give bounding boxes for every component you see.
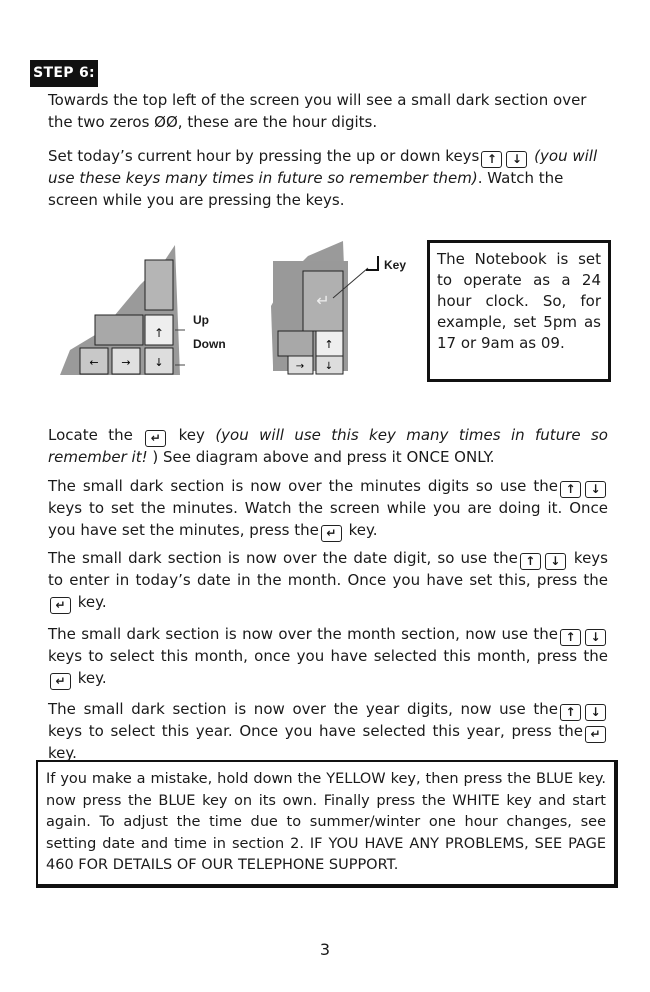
svg-text:→: → [121,356,131,369]
down-label: Down [193,337,226,351]
paragraph-text: key [168,426,216,444]
paragraph-text: keys to set the minutes. Watch the screen while you are doing it. Once you have set the minutes, press the [48,499,608,539]
up-down-keys-diagram [55,240,185,380]
paragraph-text: The small dark section is now over the month section, now use the [48,625,558,643]
month-paragraph [48,624,608,690]
paragraph-text: (you will use this key many times in future so remember it! [48,426,608,466]
down-key-icon: ↓ [585,481,606,498]
intro-paragraph [48,90,608,133]
svg-text:↓: ↓ [154,356,164,369]
paragraph-text: Set today’s current hour by pressing the up or down keys [48,147,480,165]
down-key-icon: ↓ [545,553,566,570]
enter-key-icon: ↵ [585,726,606,743]
paragraph-text: keys to select this year. Once you have selected this year, press the [48,722,583,740]
paragraph-text: keys to enter in today’s date in the month. Once you have set this, press the [48,549,608,589]
svg-text:→: → [295,361,305,372]
paragraph-text: key. [48,744,77,762]
mistake-warning-box: If you make a mistake, hold down the YELLOW key, then press the BLUE key. now press the BLUE key on its own. Finally press the WHITE key and start again. To adjust the time due to summer/winter one hour changes, see setting date and time in section 2. IF YOU HAVE ANY PROBLEMS, SEE PAGE 460 FOR DETAILS OF OUR TELEPHONE SUPPORT. [36,760,618,888]
up-key-icon: ↑ [520,553,541,570]
enter-key-icon: ↵ [50,673,71,690]
notebook-clock-note: The Notebook is set to operate as a 24 hour clock. So, for example, set 5pm as 17 or 9am as 09. [427,240,611,382]
up-key-icon: ↑ [560,629,581,646]
paragraph-text: key. [343,520,378,539]
step-badge: STEP 6: [30,60,98,87]
paragraph-text: key. [73,592,107,611]
set-hour-paragraph [48,146,608,211]
date-paragraph [48,548,608,614]
paragraph-text: The small dark section is now over the year digits, now use the [48,700,558,718]
svg-text:←: ← [89,356,99,369]
paragraph-text: . Watch the screen while you are pressing the keys. [48,169,564,209]
key-label: Key [384,258,407,272]
paragraph-text: Towards the top left of the screen you will see a small dark section over the two zeros ØØ, these are the hour digits. [48,91,587,131]
paragraph-text: (you will use these keys many times in future so remember them) [48,147,598,187]
page-number: 3 [319,940,331,959]
enter-key-diagram [268,236,398,376]
paragraph-text: keys to select this month, once you have selected this month, press the [48,647,608,665]
down-key-icon: ↓ [506,151,527,168]
down-key-icon: ↓ [585,629,606,646]
svg-text:↑: ↑ [153,326,165,340]
up-key-icon: ↑ [560,704,581,721]
paragraph-text: ) See diagram above and press it ONCE ONLY. [147,448,495,466]
year-paragraph [48,699,608,765]
enter-key-icon: ↵ [50,597,71,614]
up-key-icon: ↑ [560,481,581,498]
svg-text:↑: ↑ [324,338,334,351]
locate-enter-paragraph [48,425,608,469]
enter-key-icon: ↵ [321,525,342,542]
down-key-icon: ↓ [585,704,606,721]
minutes-paragraph [48,476,608,542]
up-label: Up [193,313,209,327]
paragraph-text: The small dark section is now over the date digit, so use the [48,549,518,567]
paragraph-text: key. [73,668,107,687]
svg-text:↓: ↓ [324,361,334,372]
paragraph-text: Locate the [48,426,144,444]
enter-key-icon: ↵ [145,430,166,447]
up-key-icon: ↑ [481,151,502,168]
paragraph-text: The small dark section is now over the minutes digits so use the [48,477,558,495]
svg-text:↵: ↵ [316,291,330,310]
